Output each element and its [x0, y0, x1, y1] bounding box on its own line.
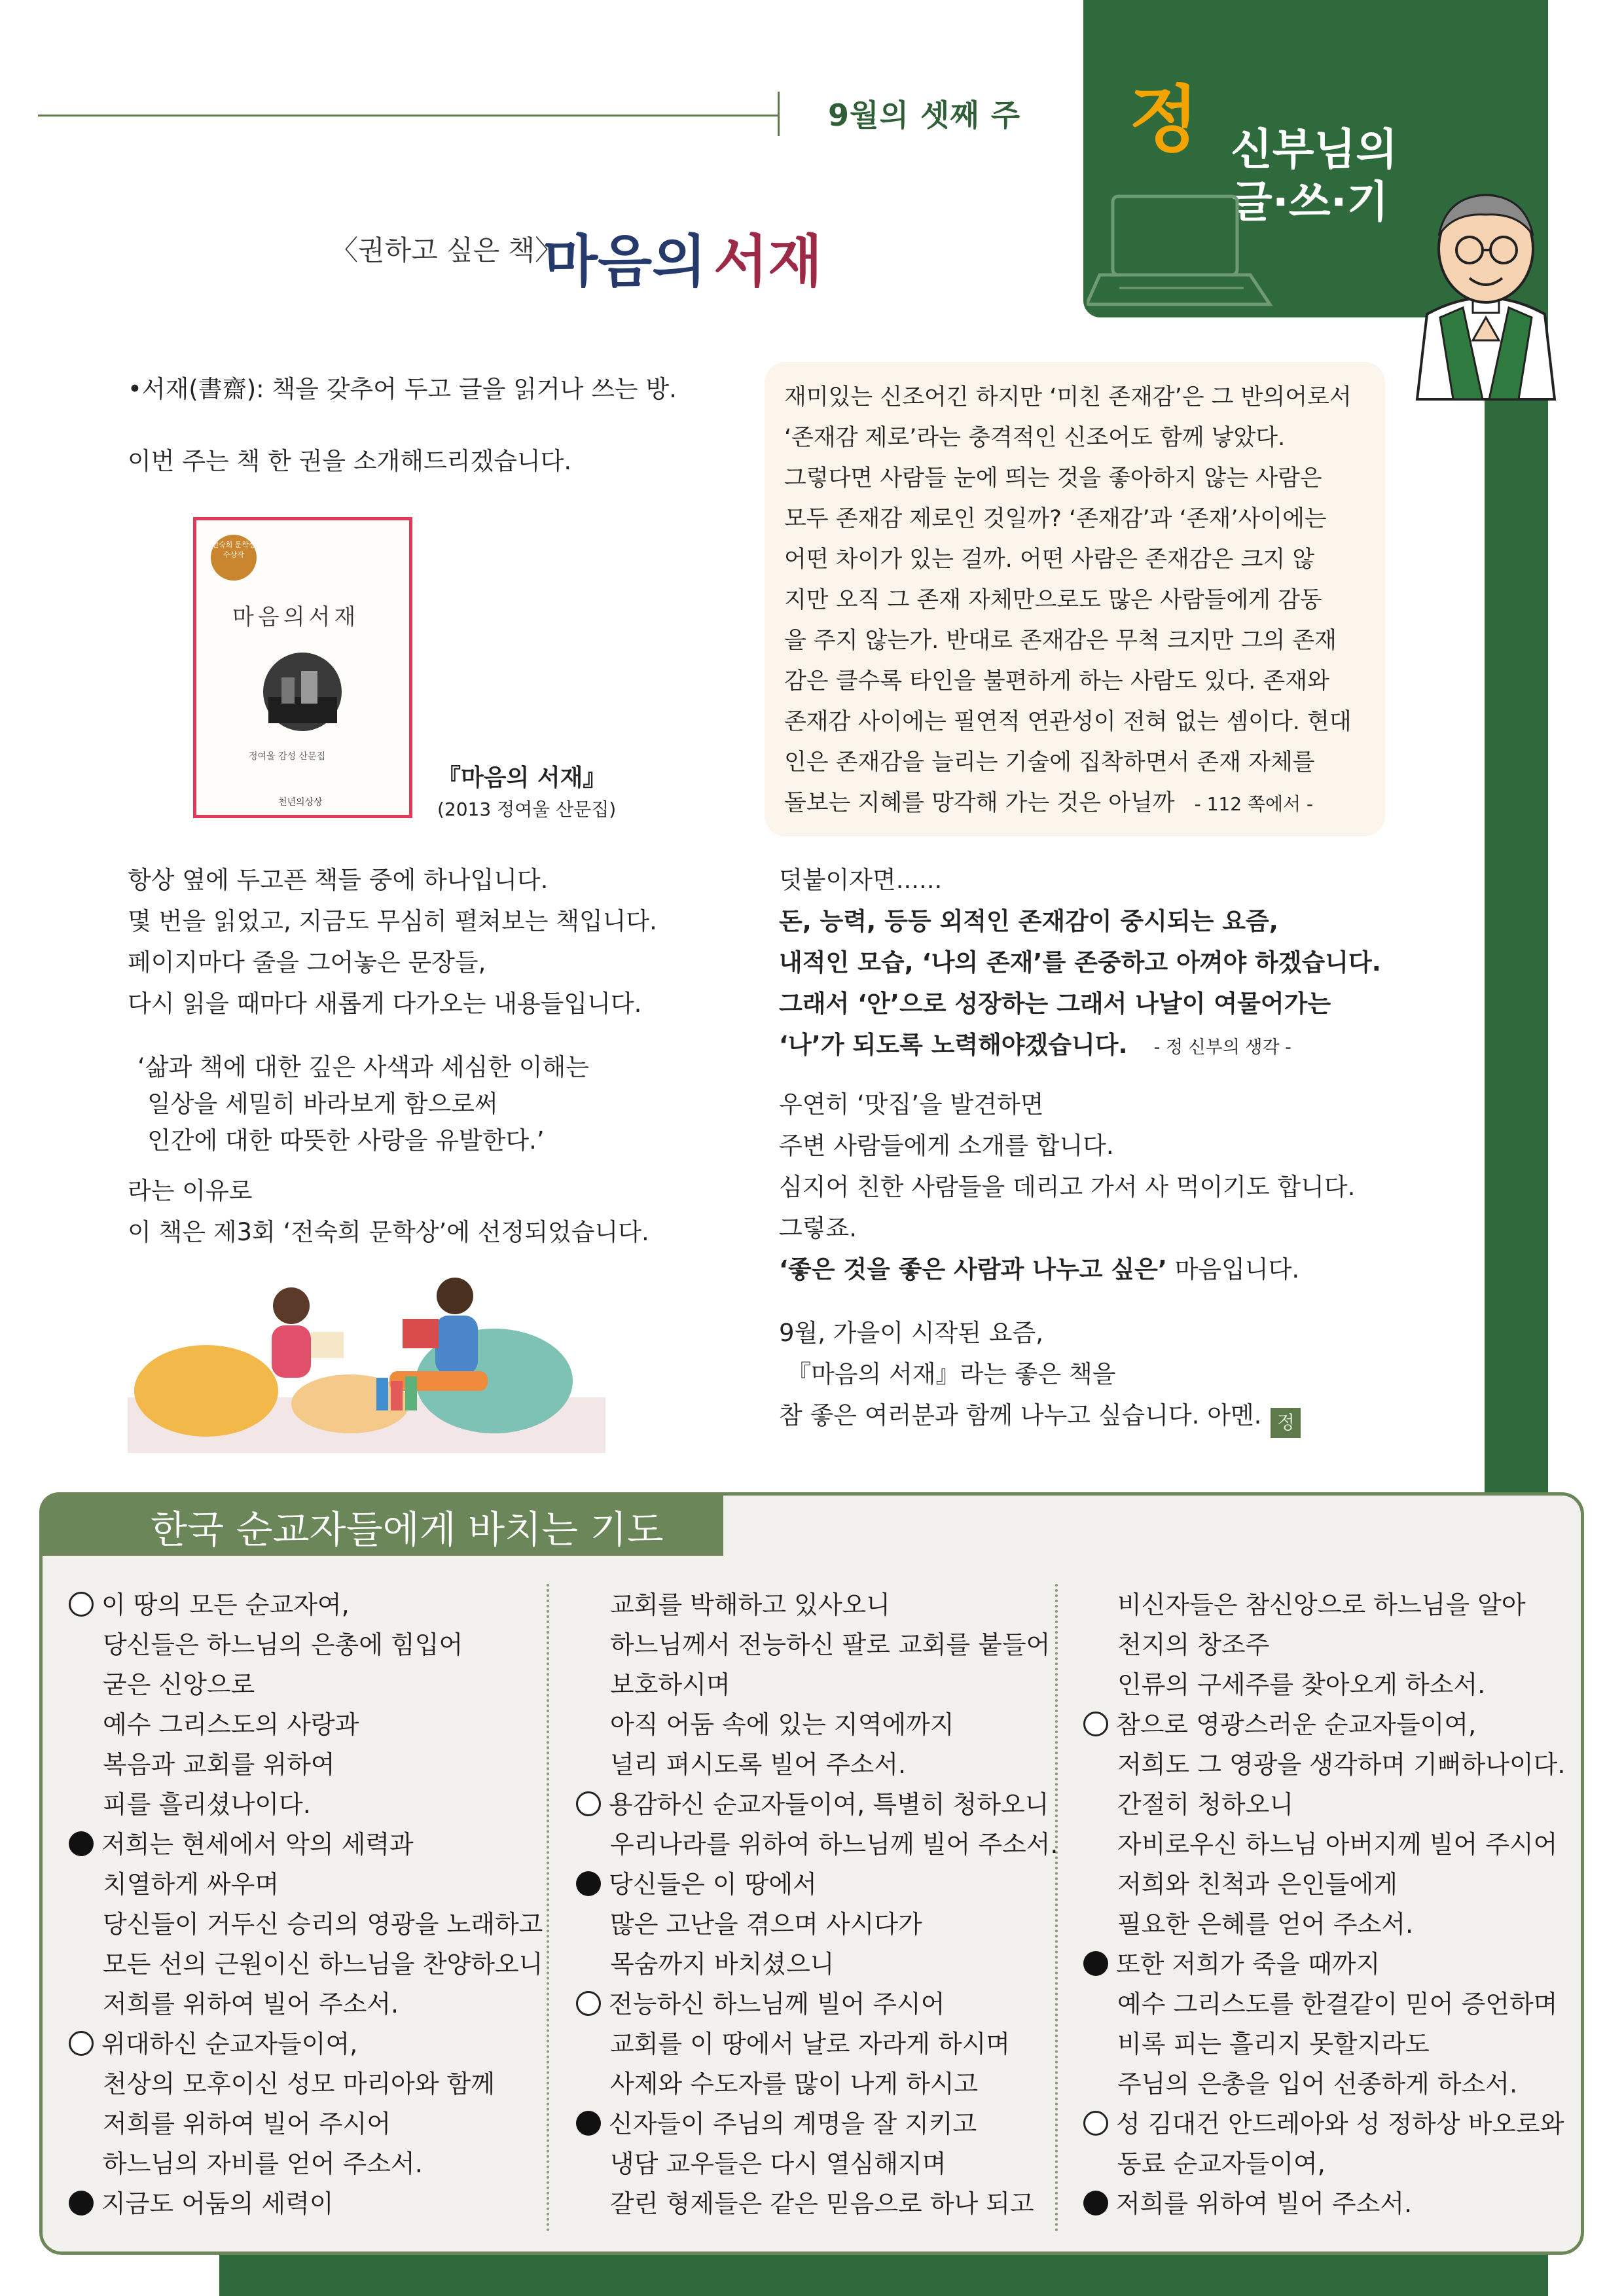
- filled-circle-icon: [69, 1831, 94, 1856]
- prayer-line: 주님의 은총을 입어 선종하게 하소서.: [1117, 2070, 1518, 2098]
- prayer-line: 용감하신 순교자들이여, 특별히 청하오니: [576, 1785, 1058, 1825]
- right-paragraph: 우연히 ‘맛집’을 발견하면 주변 사람들에게 소개를 합니다. 심지어 친한 사람들을 데리고 가서 사 먹이기도 합니다. 그렇죠. ‘좋은 것을 좋은 사람과 나누고 싶은’ 마음입니다.: [779, 1090, 1356, 1283]
- prayer-line: 참으로 영광스러운 순교자들이여,: [1083, 1705, 1565, 1745]
- prayer-line: 치열하게 싸우며: [103, 1870, 280, 1899]
- prayer-line: 굳은 신앙으로: [103, 1670, 255, 1699]
- open-circle-icon: [1083, 2111, 1108, 2136]
- book-cover-photo: [262, 651, 344, 733]
- prayer-line: 저희와 친척과 은인들에게: [1117, 1870, 1398, 1899]
- prayer-line: 천지의 창조주: [1117, 1630, 1270, 1659]
- section-subtitle: 〈권하고 싶은 책〉: [331, 234, 563, 266]
- open-circle-icon: [1083, 1712, 1108, 1736]
- prayer-line: 저희도 그 영광을 생각하며 기뻐하나이다.: [1117, 1750, 1566, 1779]
- prayer-line: 전능하신 하느님께 빌어 주시어: [576, 1984, 1058, 2024]
- prayer-column-1: [69, 1585, 543, 2224]
- reading-people-illustration: [128, 1266, 605, 1453]
- open-circle-icon: [576, 1991, 601, 2016]
- left-paragraph-1: 항상 옆에 두고픈 책들 중에 하나입니다. 몇 번을 읽었고, 지금도 무심히 펼쳐보는 책입니다. 페이지마다 줄을 그어놓은 문장들, 다시 읽을 때마다 새롭게 다가오는 내용들입니다.: [128, 866, 657, 1018]
- prayer-line: 인류의 구세주를 찾아오게 하소서.: [1117, 1670, 1486, 1699]
- prayer-line: 비신자들은 참신앙으로 하느님을 알아: [1117, 1590, 1526, 1619]
- prayer-line: 저희를 위하여 빌어 주시어: [103, 2109, 391, 2138]
- book-caption-sub: (2013 정여울 산문집): [437, 798, 617, 820]
- header-rule-tick: [778, 92, 780, 136]
- book-excerpt-text: 재미있는 신조어긴 하지만 ‘미친 존재감’은 그 반의어로서 ‘존재감 제로’라는 충격적인 신조어도 함께 낳았다. 그렇다면 사람들 눈에 띄는 것을 좋아하지 않는 사람은 모두 존재감 제로인 것일까? ‘존재감’과 ‘존재’사이에는 어떤 차이가 있는 걸까. 어떤 사람은 존재감은 크지 않 지만 오직 그 존재 자체만으로도 많은 사람들에게 감동 을 주지 않는가. 반대로 존재감은 무척 크지만 그의 존재 감은 클수록 타인을 불편하게 하는 사람도 있다. 존재와 존재감 사이에는 필연적 연관성이 전혀 없는 셈이다. 현대 인은 존재감을 늘리는 기술에 집착하면서 존재 자체를 돌보는 지혜를 망각해 가는 것은 아닐까 - 112 쪽에서 -: [784, 384, 1352, 816]
- prayer-line: 자비로우신 하느님 아버지께 빌어 주시어: [1117, 1830, 1558, 1859]
- prayer-line: 비록 피는 흘리지 못할지라도: [1117, 2030, 1430, 2058]
- left-quote: ‘삶과 책에 대한 깊은 사색과 세심한 이해는 일상을 세밀히 바라보게 함으로써 인간에 대한 따뜻한 사랑을 유발한다.’: [137, 1053, 589, 1155]
- book-cover-publisher: 천년의상상: [278, 797, 323, 808]
- book-cover-subtitle: 정여울 감성 산문집: [249, 751, 326, 762]
- prayer-line: 저희를 위하여 빌어 주소서.: [1083, 2184, 1565, 2224]
- prayer-line: 사제와 수도자를 많이 나게 하시고: [610, 2070, 979, 2098]
- prayer-line: 널리 펴시도록 빌어 주소서.: [610, 1750, 907, 1779]
- open-circle-icon: [576, 1791, 601, 1816]
- brand-title-line1: 신부님의: [1231, 124, 1398, 175]
- prayer-line: 피를 흘리셨나이다.: [103, 1790, 311, 1819]
- laptop-icon: [1087, 190, 1283, 314]
- prayer-line: 많은 고난을 겪으며 사시다가: [610, 1910, 922, 1939]
- book-cover-image: [193, 517, 412, 818]
- right-green-border: [1485, 317, 1548, 1515]
- prayer-line: 저희를 위하여 빌어 주소서.: [103, 1990, 399, 2018]
- prayer-line: 지금도 어둠의 세력이: [69, 2184, 543, 2224]
- book-award-badge: 전숙희 문학상 수상작: [211, 535, 257, 581]
- book-cover-title: 마음의서재: [232, 604, 360, 630]
- prayer-line: 갈린 형제들은 같은 믿음으로 하나 되고: [610, 2189, 1034, 2218]
- prayer-line: 냉담 교우들은 다시 열심해지며: [610, 2149, 947, 2178]
- book-caption: 『마음의 서재』: [437, 764, 607, 791]
- week-label: 9월의 셋째 주: [828, 98, 1021, 133]
- addendum-label: 덧붙이자면......: [779, 866, 943, 894]
- prayer-line: 보호하시며: [610, 1670, 731, 1699]
- filled-circle-icon: [69, 2191, 94, 2215]
- prayer-line: 위대하신 순교자들이여,: [69, 2024, 543, 2064]
- prayer-line: 성 김대건 안드레아와 성 정하상 바오로와: [1083, 2104, 1565, 2144]
- prayer-line: 또한 저희가 죽을 때까지: [1083, 1945, 1565, 1984]
- prayer-line: 동료 순교자들이여,: [1117, 2149, 1326, 2178]
- prayer-line: 신자들이 주님의 계명을 잘 지키고: [576, 2104, 1058, 2144]
- prayer-line: 당신들은 이 땅에서: [576, 1865, 1058, 1905]
- prayer-line: 교회를 박해하고 있사오니: [610, 1590, 890, 1619]
- prayer-line: 하느님의 자비를 얻어 주소서.: [103, 2149, 423, 2178]
- intro-text: 이번 주는 책 한 권을 소개해드리겠습니다.: [128, 447, 572, 475]
- prayer-column-3: [1083, 1585, 1565, 2224]
- prayer-line: 당신들이 거두신 승리의 영광을 노래하고: [103, 1910, 543, 1939]
- filled-circle-icon: [576, 1871, 601, 1896]
- excerpt-source: - 112 쪽에서 -: [1194, 793, 1314, 815]
- prayer-line: 천상의 모후이신 성모 마리아와 함께: [103, 2070, 495, 2098]
- prayer-line: 필요한 은혜를 얻어 주소서.: [1117, 1910, 1414, 1939]
- author-note: - 정 신부의 생각 -: [1153, 1037, 1291, 1058]
- prayer-title: 한국 순교자들에게 바치는 기도: [151, 1507, 664, 1552]
- prayer-line: 하느님께서 전능하신 팔로 교회를 붙들어: [610, 1630, 1051, 1659]
- priest-caricature-icon: [1401, 177, 1571, 412]
- prayer-line: 모든 선의 근원이신 하느님을 찬양하오니: [103, 1950, 543, 1979]
- open-circle-icon: [69, 1592, 94, 1617]
- definition-text: •서재(書齋): 책을 갖추어 두고 글을 읽거나 쓰는 방.: [128, 375, 677, 403]
- page-title-part2: 서재: [713, 229, 823, 295]
- closing-paragraph: 9월, 가을이 시작된 요즘, 『마음의 서재』라는 좋은 책을 참 좋은 여러분과 함께 나누고 싶습니다. 아멘. 정: [779, 1312, 1301, 1438]
- prayer-line: 교회를 이 땅에서 날로 자라게 하시며: [610, 2030, 1011, 2058]
- open-circle-icon: [69, 2031, 94, 2056]
- prayer-line: 목숨까지 바치셨으니: [610, 1950, 835, 1979]
- filled-circle-icon: [1083, 1951, 1108, 1976]
- header-rule: [38, 115, 778, 117]
- prayer-line: 우리나라를 위하여 하느님께 빌어 주소서.: [610, 1830, 1058, 1859]
- filled-circle-icon: [1083, 2191, 1108, 2215]
- brand-logo-jeong: 정: [1129, 77, 1199, 162]
- prayer-line: 복음과 교회를 위하여: [103, 1750, 335, 1779]
- prayer-line: 아직 어둠 속에 있는 지역에까지: [610, 1710, 954, 1739]
- filled-circle-icon: [576, 2111, 601, 2136]
- prayer-line: 저희는 현세에서 악의 세력과: [69, 1825, 543, 1865]
- prayer-line: 예수 그리스도의 사랑과: [103, 1710, 359, 1739]
- right-bold-paragraph: 돈, 능력, 등등 외적인 존재감이 중시되는 요즘, 내적인 모습, ‘나의 존재’를 존중하고 아껴야 하겠습니다. 그래서 ‘안’으로 성장하는 그래서 나날이 여물어가는 ‘나’가 되도록 노력해야겠습니다. - 정 신부의 생각 -: [779, 907, 1381, 1059]
- brand-title-line2: 글·쓰·기: [1231, 177, 1389, 227]
- prayer-line: 예수 그리스도를 한결같이 믿어 증언하며: [1117, 1990, 1558, 2018]
- prayer-column-divider-1: [547, 1584, 549, 2232]
- prayer-line: 간절히 청하오니: [1117, 1790, 1294, 1819]
- page-title-part1: 마음의: [543, 229, 707, 295]
- signature-seal: 정: [1271, 1408, 1301, 1438]
- prayer-line: 당신들은 하느님의 은총에 힘입어: [103, 1630, 463, 1659]
- prayer-column-2: [576, 1585, 1058, 2224]
- left-paragraph-2: 라는 이유로 이 책은 제3회 ‘전숙희 문학상’에 선정되었습니다.: [128, 1177, 649, 1246]
- prayer-line: 이 땅의 모든 순교자여,: [69, 1585, 543, 1625]
